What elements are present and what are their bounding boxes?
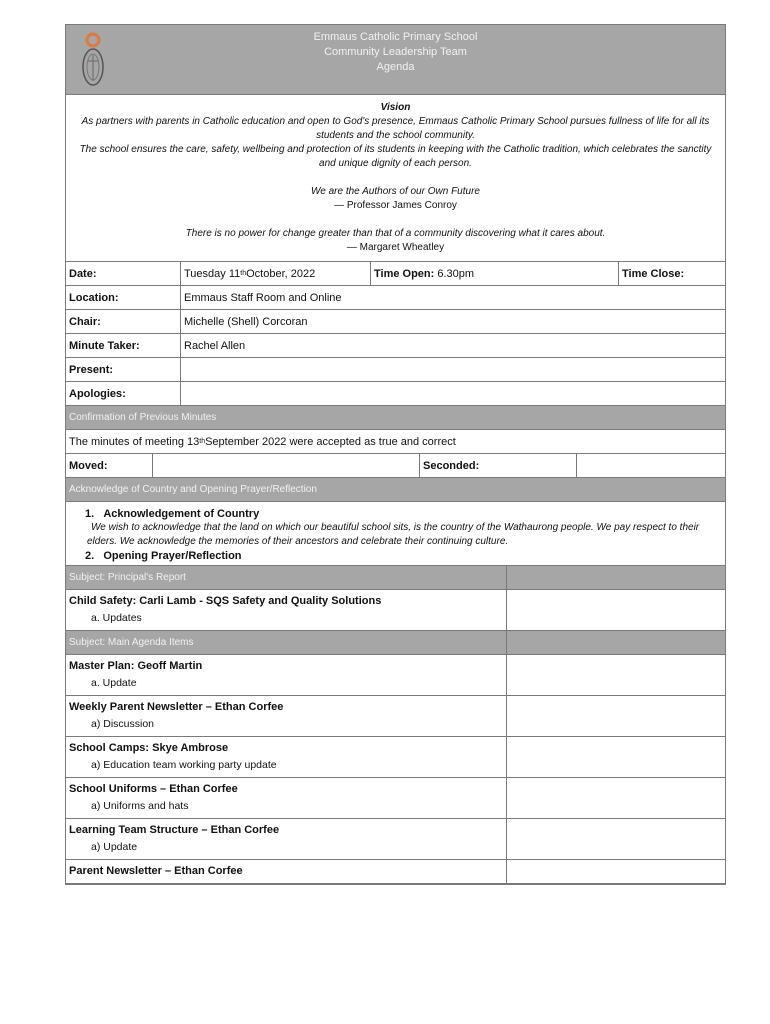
date-value-main: Tuesday 11 [184,267,241,280]
minute-taker-value: Rachel Allen [184,339,246,352]
quote-2: There is no power for change greater than that of a community discovering what it cares about. [185,228,606,239]
acknowledge-heading-text: Acknowledge of Country and Opening Prayer/Reflection [69,484,317,495]
minutes-text-rest: September 2022 were accepted as true and correct [205,435,456,448]
principal-heading [66,566,725,590]
apologies-row [66,382,725,406]
agenda-item-notes[interactable] [507,860,725,883]
apologies-label: Apologies: [66,382,181,405]
time-open-label: Time Open: [374,267,435,280]
minutes-text [66,430,725,453]
quote-1-author: — Professor James Conroy [334,200,457,211]
item2-num: 2. [85,550,95,562]
chair-label: Chair: [66,310,181,333]
main-agenda-heading-text: Subject: Main Agenda Items [66,631,507,654]
apologies-value[interactable] [181,382,725,405]
agenda-item-title: Master Plan: Geoff Martin [69,660,203,672]
vision-heading: Vision [380,102,411,113]
agenda-item-sub: a) Discussion [91,718,155,730]
vision-line-1: As partners with parents in Catholic education and open to God's presence, Emmaus Catholic Primary School pursues fullness of life for all its students and the school community. [81,116,710,141]
vision-block [66,95,725,262]
doc-type: Agenda [376,61,415,73]
seconded-label: Seconded: [420,454,577,477]
agenda-item-notes[interactable] [507,819,725,859]
agenda-item [66,819,725,860]
location-row [66,286,725,310]
moved-value[interactable] [153,454,420,477]
school-name: Emmaus Catholic Primary School [313,31,478,43]
agenda-item-notes[interactable] [507,655,725,695]
agenda-item-title: Parent Newsletter – Ethan Corfee [69,865,243,877]
agenda-item-sub: a) Education team working party update [91,759,277,771]
date-value-sup: th [240,270,247,277]
acknowledge-heading [66,478,725,502]
agenda-item [66,655,725,696]
present-value[interactable] [181,358,725,381]
date-value-rest: October, 2022 [246,267,316,280]
moved-label: Moved: [66,454,153,477]
principal-heading-text: Subject: Principal's Report [66,566,507,589]
quote-2-author: — Margaret Wheatley [346,242,445,253]
chair-value: Michelle (Shell) Corcoran [184,315,308,328]
present-row [66,358,725,382]
chair-row [66,310,725,334]
minute-taker-label: Minute Taker: [66,334,181,357]
document-header [66,25,725,95]
time-close-label: Time Close: [622,267,685,280]
agenda-item-sub: a) Uniforms and hats [91,800,189,812]
time-open-cell [371,262,619,285]
agenda-item-notes[interactable] [507,737,725,777]
time-open-value: 6.30pm [437,267,475,280]
agenda-item [66,737,725,778]
main-agenda-items [66,655,725,884]
date-row [66,262,725,286]
minutes-text-row [66,430,725,454]
minutes-heading-text: Confirmation of Previous Minutes [69,412,217,423]
principal-item [66,590,725,631]
agenda-item-title: School Uniforms – Ethan Corfee [69,783,238,795]
minutes-heading [66,406,725,430]
agenda-item-notes[interactable] [507,778,725,818]
date-label: Date: [66,262,181,285]
team-name: Community Leadership Team [324,46,467,58]
agenda-item [66,860,725,884]
acknowledge-section [66,502,725,566]
principal-item-notes[interactable] [507,590,725,630]
principal-item-title: Child Safety: Carli Lamb - SQS Safety and Quality Solutions [69,595,382,607]
moved-row [66,454,725,478]
agenda-item-title: School Camps: Skye Ambrose [69,742,229,754]
main-agenda-heading [66,631,725,655]
agenda-item [66,778,725,819]
acknowledge-country-title: Acknowledgement of Country [103,508,260,520]
seconded-value[interactable] [577,454,725,477]
minutes-text-main: The minutes of meeting 13 [69,435,200,448]
present-label: Present: [66,358,181,381]
principal-item-sub: a. Updates [91,612,142,624]
item1-num: 1. [85,508,95,520]
agenda-document [65,24,726,885]
quote-1: We are the Authors of our Own Future [311,186,480,197]
acknowledge-country-text: We wish to acknowledge that the land on which our beautiful school sits, is the country of the Wathaurong people. We pay respect to their elders. We acknowledge the memories of their ancestors and celebrate their continuing culture. [87,522,700,547]
location-label: Location: [66,286,181,309]
agenda-item-title: Learning Team Structure – Ethan Corfee [69,824,280,836]
agenda-item-sub: a. Update [91,677,137,689]
minute-taker-row [66,334,725,358]
date-value [181,262,371,285]
vision-line-2: The school ensures the care, safety, wellbeing and protection of its students in keeping with the Catholic tradition, which celebrates the sanctity and unique dignity of each person. [79,144,712,169]
location-value: Emmaus Staff Room and Online [184,291,342,304]
principal-items [66,590,725,631]
minutes-text-sup: th [199,438,206,445]
agenda-item [66,696,725,737]
agenda-item-notes[interactable] [507,696,725,736]
opening-prayer-title: Opening Prayer/Reflection [103,550,242,562]
agenda-item-title: Weekly Parent Newsletter – Ethan Corfee [69,701,284,713]
agenda-item-sub: a) Update [91,841,138,853]
